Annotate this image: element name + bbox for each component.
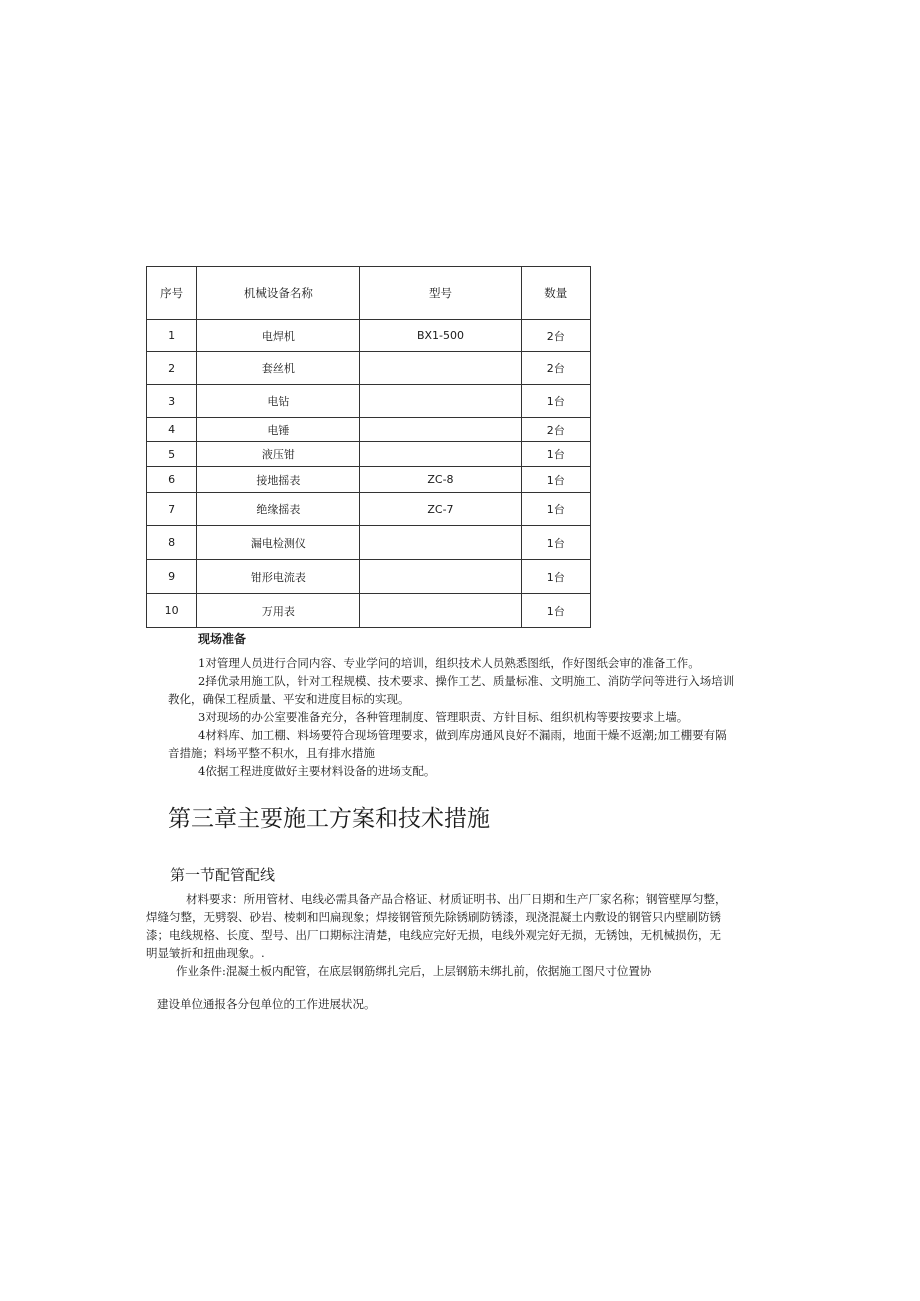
table-row [147, 442, 591, 467]
footer-line: 建设单位通报各分包单位的工作进展状况。 [157, 997, 376, 1011]
table-row [147, 526, 591, 560]
cell-model [360, 385, 521, 418]
site-prep-item: 4材料库、加工棚、料场要符合现场管理要求，做到库房通风良好不漏雨，地面干燥不返潮;加工棚要有隔音措施；料场平整不积水，且有排水措施 [168, 728, 727, 760]
cell-qty: 1台 [521, 594, 591, 628]
table-header-row [147, 267, 591, 320]
cell-qty: 1台 [521, 385, 591, 418]
cell-name: 电锤 [197, 418, 360, 442]
site-prep-list [168, 654, 738, 780]
cell-qty: 2台 [521, 418, 591, 442]
table-row [147, 385, 591, 418]
cell-name: 电焊机 [197, 320, 360, 352]
cell-no: 7 [147, 493, 197, 526]
cell-name: 钳形电流表 [197, 560, 360, 594]
site-prep-item: 4依据工程进度做好主要材料设备的进场支配。 [198, 764, 436, 778]
cell-no: 4 [147, 418, 197, 442]
cell-model [360, 442, 521, 467]
header-no: 序号 [147, 267, 197, 320]
section-title: 第一节配管配线 [170, 866, 276, 884]
cell-qty: 1台 [521, 526, 591, 560]
cell-name: 电钻 [197, 385, 360, 418]
cell-model [360, 560, 521, 594]
material-requirements: 材料要求：所用管材、电线必需具备产品合格证、材质证明书、出厂日期和生产厂家名称；钢管壁厚匀整，焊缝匀整，无劈裂、砂岩、棱刺和凹扁现象；焊接钢管预先除锈刷防锈漆，现浇混凝土内敷设的钢管只内壁刷防锈漆；电线规格、长度、型号、出厂口期标注清楚，电线应完好无损，电线外观完好无损，无锈蚀，无机械损伤，无明显皱折和扭曲现象。. [146, 892, 727, 960]
cell-qty: 1台 [521, 493, 591, 526]
cell-qty: 1台 [521, 560, 591, 594]
cell-name: 绝缘摇表 [197, 493, 360, 526]
cell-model: ZC-7 [360, 493, 521, 526]
cell-no: 8 [147, 526, 197, 560]
cell-no: 1 [147, 320, 197, 352]
cell-qty: 2台 [521, 320, 591, 352]
cell-no: 6 [147, 467, 197, 493]
header-qty: 数量 [521, 267, 591, 320]
cell-no: 9 [147, 560, 197, 594]
cell-name: 接地摇表 [197, 467, 360, 493]
cell-model [360, 418, 521, 442]
site-prep-heading: 现场准备 [198, 632, 247, 646]
table-row [147, 418, 591, 442]
cell-name: 漏电检测仪 [197, 526, 360, 560]
cell-name: 液压钳 [197, 442, 360, 467]
cell-no: 10 [147, 594, 197, 628]
table-row [147, 560, 591, 594]
table-row [147, 467, 591, 493]
cell-no: 5 [147, 442, 197, 467]
cell-model [360, 352, 521, 385]
cell-model: BX1-500 [360, 320, 521, 352]
cell-model: ZC-8 [360, 467, 521, 493]
equipment-table [146, 266, 591, 628]
header-name: 机械设备名称 [197, 267, 360, 320]
cell-no: 2 [147, 352, 197, 385]
site-prep-item: 3对现场的办公室要准备充分，各种管理制度、管理职责、方针目标、组织机构等要按要求上墙。 [198, 710, 689, 724]
cell-name: 万用表 [197, 594, 360, 628]
cell-qty: 1台 [521, 442, 591, 467]
cell-model [360, 594, 521, 628]
table-row [147, 320, 591, 352]
site-prep-item: 1对管理人员进行合同内容、专业学问的培训，组织技术人员熟悉图纸，作好图纸会审的准备工作。 [198, 656, 700, 670]
cell-qty: 2台 [521, 352, 591, 385]
table-row [147, 352, 591, 385]
cell-model [360, 526, 521, 560]
chapter-title: 第三章主要施工方案和技术措施 [168, 806, 490, 832]
cell-name: 套丝机 [197, 352, 360, 385]
work-conditions: 作业条件:混凝土板内配管，在底层钢筋绑扎完后，上层钢筋未绑扎前，依据施工图尺寸位置协 [176, 964, 652, 978]
cell-no: 3 [147, 385, 197, 418]
table-row [147, 493, 591, 526]
site-prep-item: 2择优录用施工队，针对工程规模、技术要求、操作工艺、质量标准、文明施工、消防学问等进行入场培训教化，确保工程质量、平安和进度目标的实现。 [168, 674, 735, 706]
section-body [146, 890, 730, 980]
cell-qty: 1台 [521, 467, 591, 493]
table-row [147, 594, 591, 628]
header-model: 型号 [360, 267, 521, 320]
